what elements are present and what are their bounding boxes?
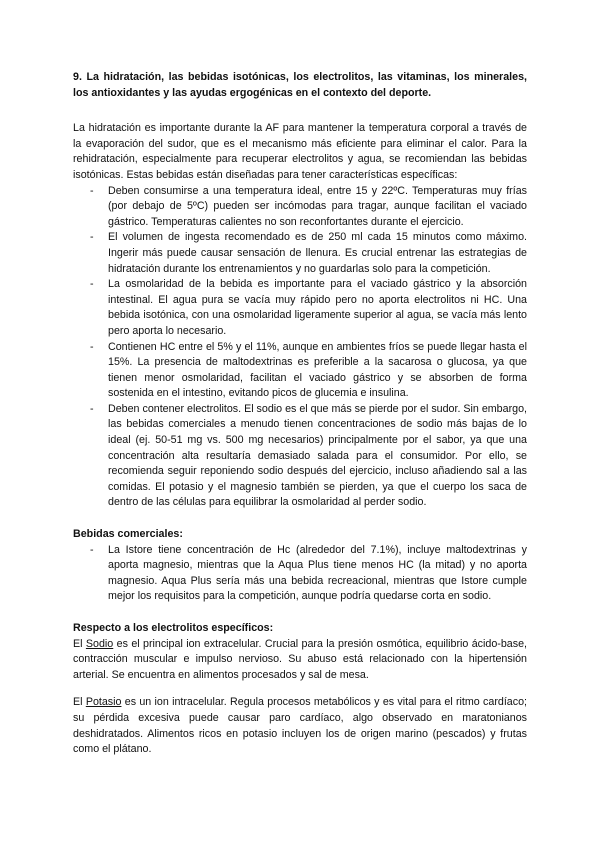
- list-item-text: La osmolaridad de la bebida es importante para el vaciado gástrico y la absorción intestinal. El agua pura se vacía muy rápido pero no aporta electrolitos ni HC. Una bebida isotónica, con una osmolaridad ligeramente superior al agua, se vacía más lento pero aporta lo necesario.: [108, 278, 527, 337]
- dash-bullet: -: [90, 278, 94, 291]
- characteristics-list: [73, 184, 527, 511]
- intro-paragraph: La hidratación es importante durante la AF para mantener la temperatura corporal a través de la evaporación del sudor, que es el mecanismo más eficiente para eliminar el calor. Para la rehidratación, especialmente para recuperar electrolitos y agua, se recomiendan las bebidas isotónicas. Estas bebidas están diseñadas para tener características específicas:: [73, 122, 527, 181]
- section-title: 9. La hidratación, las bebidas isotónicas, los electrolitos, las vitaminas, los minerales, los antioxidantes y las ayudas ergogénicas en el contexto del deporte.: [73, 71, 527, 99]
- list-item-text: Contienen HC entre el 5% y el 11%, aunque en ambientes fríos se puede llegar hasta el 15%. La presencia de maltodextrinas es preferible a la sacarosa o glucosa, ya que tienen menor osmolaridad, facilitan el vaciado gástrico y se absorben de forma sostenida en el intestino, evitando picos de glucemia e insulina.: [108, 340, 527, 400]
- sodio-paragraph: El Sodio es el principal ion extracelular. Crucial para la presión osmótica, equilibrio ácido-base, contracción muscular e impulso nervioso. Su abuso está relacionado con la hipertensión arterial. Se encuentra en alimentos procesados y sal de mesa.: [73, 637, 527, 681]
- electrolytes-heading: Respecto a los electrolitos específicos:: [73, 622, 274, 634]
- dash-bullet: -: [90, 184, 94, 197]
- commercial-heading: Bebidas comerciales:: [73, 528, 183, 541]
- list-item: [73, 277, 527, 339]
- list-item-text: Deben contener electrolitos. El sodio es el que más se pierde por el sudor. Sin embargo, las bebidas comerciales a menudo tienen concentraciones de sodio más bajas de lo ideal (ej. 50-51 mg vs. 500 mg necesarios) principalmente por el sabor, ya que una concentración alta resultaría demasiado salada para el consumidor. Por ello, se recomienda seguir reponiendo sodio después del ejercicio, incluso añadiendo sal a las comidas. El potasio y el magnesio también se pierden, ya que el cuerpo los saca de dentro de las células para equilibrar la osmolaridad al perder sodio.: [108, 402, 527, 509]
- document-page: [73, 70, 527, 758]
- list-item-text: Deben consumirse a una temperatura ideal, entre 15 y 22ºC. Temperaturas muy frías (por debajo de 5ºC) pueden ser incómodas para tragar, aunque facilitan el vaciado gástrico. Temperaturas calientes no son reconfortantes durante el ejercicio.: [108, 184, 527, 228]
- list-item-text: El volumen de ingesta recomendado es de 250 ml cada 15 minutos como máximo. Ingerir más puede causar sensación de llenura. Es crucial entrenar las estrategias de hidratación durante los entrenamientos y no guardarlas solo para la competición.: [108, 231, 527, 275]
- list-item: [73, 543, 527, 605]
- dash-bullet: -: [90, 543, 94, 556]
- list-item: [73, 184, 527, 231]
- potasio-paragraph: El Potasio es un ion intracelular. Regula procesos metabólicos y es vital para el ritmo cardíaco; su pérdida excesiva puede causar paro cardíaco, algo observado en maratonianos deshidratados. Alimentos ricos en potasio incluyen los de origen marino (pescados) y frutas como el plátano.: [73, 696, 527, 756]
- list-item-text: La Istore tiene concentración de Hc (alrededor del 7.1%), incluye maltodextrinas y aporta magnesio, mientras que la Aqua Plus tiene menos HC (la mitad) y no aporta magnesio. Aqua Plus sería más una bebida recreacional, mientras que Istore cumple mejor los requisitos para la competición, aunque podría quedarse corta en sodio.: [108, 543, 527, 603]
- list-item: [73, 402, 527, 511]
- potasio-term: Potasio: [85, 696, 122, 709]
- commercial-list: [73, 543, 527, 605]
- list-item: [73, 340, 527, 402]
- dash-bullet: -: [90, 231, 94, 244]
- list-item: [73, 230, 527, 277]
- sodio-term: Sodio: [85, 637, 114, 650]
- dash-bullet: -: [90, 340, 94, 353]
- dash-bullet: -: [90, 402, 94, 415]
